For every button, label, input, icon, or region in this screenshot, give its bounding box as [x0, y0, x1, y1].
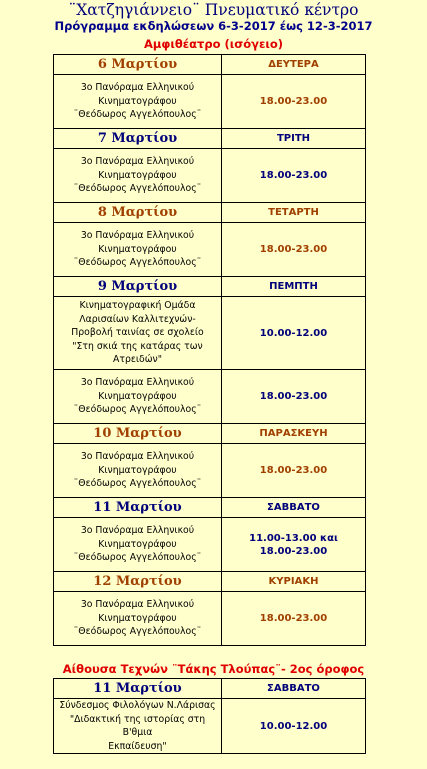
time-text-line: 18.00-23.00 [259, 96, 328, 107]
event-text-line: ¨Θεόδωρος Αγγελόπουλος¨ [73, 183, 202, 195]
event-text-line: "Διδακτική της ιστορίας στη Β'θμια [69, 713, 206, 738]
event-text-line: 3ο Πανόραμα Ελληνικού [80, 230, 195, 242]
event-text-line: Κινηματογράφου [98, 390, 177, 402]
weekday-label: ΔΕΥΤΕΡΑ [222, 55, 366, 75]
event-text-line: Κινηματογραφική Ομάδα [79, 300, 196, 312]
event-text-line: 3ο Πανόραμα Ελληνικού [80, 525, 195, 537]
event-text-line: Σύνδεσμος Φιλολόγων Ν.Λάρισας [59, 700, 216, 711]
program-subtitle: Πρόγραμμα εκδηλώσεων 6-3-2017 έως 12-3-2017 [54, 19, 373, 33]
event-text-line: Κινηματογράφου [98, 169, 177, 181]
event-text-line: ¨Θεόδωρος Αγγελόπουλος¨ [73, 109, 202, 121]
weekday-label: ΤΕΤΑΡΤΗ [222, 203, 366, 223]
event-row [54, 592, 366, 646]
event-text-line: 3ο Πανόραμα Ελληνικού [80, 156, 195, 168]
time-text-line: 18.00-23.00 [259, 545, 328, 557]
event-description [54, 75, 222, 129]
event-row [54, 444, 366, 498]
weekday-label: ΣΑΒΒΑΤΟ [222, 498, 366, 518]
event-text-line: ¨Θεόδωρος Αγγελόπουλος¨ [73, 478, 202, 490]
event-description [54, 149, 222, 203]
weekday-label: ΠΑΡΑΣΚΕΥΗ [222, 424, 366, 444]
event-description [54, 699, 222, 754]
event-description [54, 297, 222, 370]
date-label: 12 Μαρτίου [54, 572, 222, 592]
event-row [54, 75, 366, 129]
event-time [222, 370, 366, 424]
event-row [54, 699, 366, 754]
weekday-label: ΣΑΒΒΑΤΟ [222, 679, 366, 699]
date-row [54, 55, 366, 75]
event-text-line: Κινηματογράφου [98, 612, 177, 624]
date-label: 9 Μαρτίου [54, 277, 222, 297]
event-row [54, 370, 366, 424]
event-text-line: 3ο Πανόραμα Ελληνικού [80, 599, 195, 611]
date-row [54, 129, 366, 149]
event-time [222, 149, 366, 203]
time-text-line: 18.00-23.00 [259, 613, 328, 624]
event-text-line: ¨Θεόδωρος Αγγελόπουλος¨ [73, 404, 202, 416]
date-label: 8 Μαρτίου [54, 203, 222, 223]
venue-heading-art-hall: Αίθουσα Τεχνών ¨Τάκης Τλούπας¨- 2ος όροφος [62, 662, 365, 676]
event-time [222, 297, 366, 370]
event-text-line: Ατρειδών" [113, 354, 162, 366]
event-row [54, 518, 366, 572]
event-text-line: Κινηματογράφου [98, 243, 177, 255]
event-text-line: Προβολή ταινίας σε σχολείο [71, 327, 204, 339]
date-label: 11 Μαρτίου [54, 679, 222, 699]
date-label: 6 Μαρτίου [54, 55, 222, 75]
event-text-line: ¨Θεόδωρος Αγγελόπουλος¨ [73, 257, 202, 269]
time-text-line: 10.00-12.00 [259, 720, 328, 732]
weekday-label: ΚΥΡΙΑΚΗ [222, 572, 366, 592]
event-text-line: ¨Θεόδωρος Αγγελόπουλος¨ [73, 626, 202, 638]
event-time [222, 75, 366, 129]
time-text-line: 10.00-12.00 [259, 327, 328, 339]
event-row [54, 223, 366, 277]
date-row [54, 203, 366, 223]
date-row [54, 679, 366, 699]
event-text-line: "Στη σκιά της κατάρας των [72, 340, 203, 352]
event-row [54, 149, 366, 203]
date-row [54, 572, 366, 592]
event-description [54, 518, 222, 572]
date-row [54, 424, 366, 444]
time-text-line: 18.00-23.00 [259, 391, 328, 402]
event-time [222, 518, 366, 572]
event-description [54, 370, 222, 424]
event-time [222, 444, 366, 498]
event-text-line: Εκπαίδευση" [108, 740, 167, 752]
time-text-line: 11.00-13.00 και [249, 532, 338, 544]
date-row [54, 277, 366, 297]
date-row [54, 498, 366, 518]
event-text-line: 3ο Πανόραμα Ελληνικού [80, 377, 195, 389]
event-description [54, 223, 222, 277]
date-label: 10 Μαρτίου [54, 424, 222, 444]
time-text-line: 18.00-23.00 [259, 465, 328, 476]
event-description [54, 592, 222, 646]
time-text-line: 18.00-23.00 [259, 170, 328, 181]
event-time [222, 699, 366, 754]
schedule-table-amphitheatre [53, 54, 366, 646]
event-time [222, 223, 366, 277]
date-label: 7 Μαρτίου [54, 129, 222, 149]
event-text-line: Κινηματογράφου [98, 464, 177, 476]
schedule-table-art-hall [53, 678, 366, 754]
event-text-line: 3ο Πανόραμα Ελληνικού [80, 451, 195, 463]
time-text-line: 18.00-23.00 [259, 244, 328, 255]
event-description [54, 444, 222, 498]
venue-heading-amphitheatre: Αμφιθέατρο (ισόγειο) [144, 37, 283, 51]
page-title: ¨Χατζηγιάννειο¨ Πνευματικό κέντρο [68, 1, 359, 19]
event-time [222, 592, 366, 646]
date-label: 11 Μαρτίου [54, 498, 222, 518]
event-text-line: Κινηματογράφου [98, 538, 177, 550]
event-text-line: 3ο Πανόραμα Ελληνικού [80, 82, 195, 94]
event-text-line: ¨Θεόδωρος Αγγελόπουλος¨ [73, 552, 202, 564]
weekday-label: ΠΕΜΠΤΗ [222, 277, 366, 297]
event-row [54, 297, 366, 370]
event-text-line: Λαρισαίων Καλλιτεχνών- [79, 313, 196, 325]
event-text-line: Κινηματογράφου [98, 95, 177, 107]
weekday-label: ΤΡΙΤΗ [222, 129, 366, 149]
